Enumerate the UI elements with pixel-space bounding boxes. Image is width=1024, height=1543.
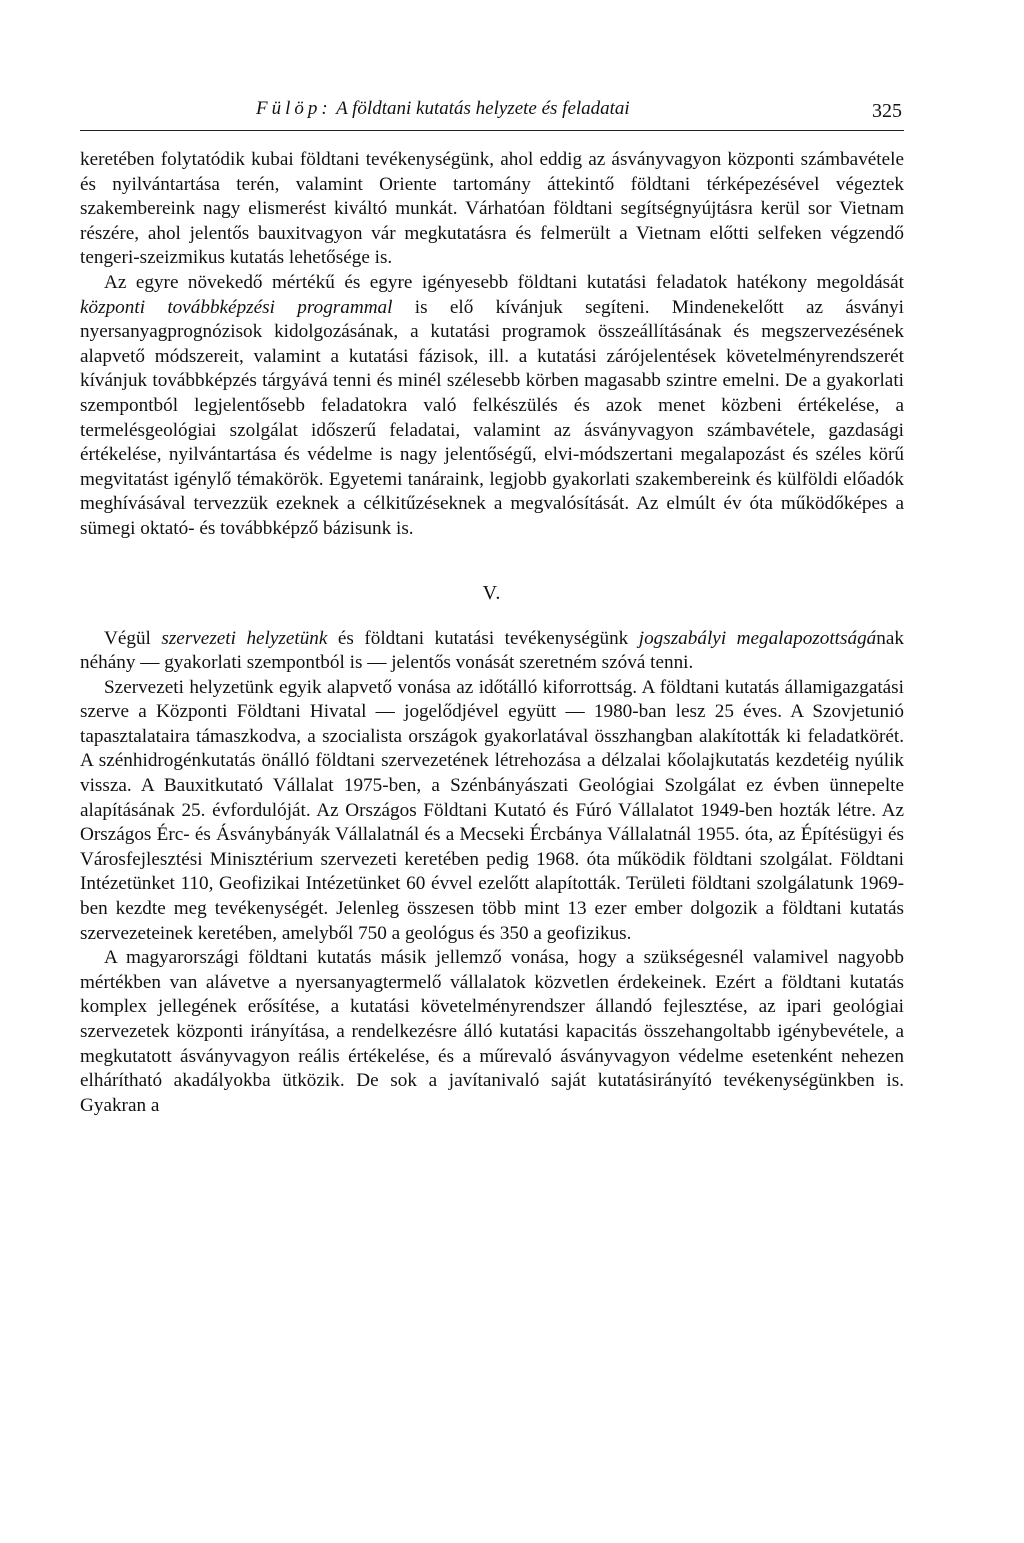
- paragraph-training: [80, 271, 904, 542]
- page-number: 325: [872, 100, 902, 122]
- paragraph-characteristics: A magyarországi földtani kutatás másik jellemző vonása, hogy a szükségesnél valamivel nagyobb mértékben van alávetve a nyersanyagtermelő vállalatok közvetlen érdekeinek. Ezért a földtani kutatás komplex jellegének erősítése, a kutatási követelményrendszer állandó fejlesztése, az ipari geológiai szervezetek központi irányítása, a rendelkezésre álló kutatási kapacitás összehangoltabb igénybevétele, a megkutatott ásványvagyon reális értékelése, és a műrevaló ásványvagyon védelme esetenként nehezen elhárítható akadályokba ütközik. De sok a javítanivaló saját kutatásirányító tevékenységünkben is. Gyakran a: [80, 947, 904, 1116]
- section-continuation: [80, 148, 904, 542]
- paragraph-intro: [80, 627, 904, 676]
- page: [80, 96, 904, 1118]
- running-head: [80, 96, 904, 131]
- emphasis-text: szervezeti helyzetünk: [161, 627, 328, 649]
- running-head-title: [256, 98, 630, 120]
- emphasis-text: központi továbbképzési programmal: [80, 296, 393, 318]
- paragraph-continued: keretében folytatódik kubai földtani tevékenységünk, ahol eddig az ásványvagyon központi számbavétele és nyilvántartása terén, valamint Oriente tartomány áttekintő földtani térképezésével végeztek szakembereink nagy elismerést kiváltó munkát. Várhatóan földtani segítségnyújtásra kerül sor Vietnam részére, ahol jelentős bauxitvagyon vár megkutatásra és felmerült a Vietnam előtti selfeken végzendő tengeri-szeizmikus kutatás lehetősége is.: [80, 149, 904, 269]
- paragraph-text: Az egyre növekedő mértékű és egyre igényesebb földtani kutatási feladatok hatékony megoldását: [104, 271, 904, 293]
- paragraph-text: és földtani kutatási tevékenységünk: [327, 627, 639, 649]
- running-head-author: Fülöp:: [256, 98, 332, 119]
- section-heading: V.: [482, 581, 502, 604]
- emphasis-text: jogszabályi megalapozottságá: [638, 627, 877, 649]
- paragraph-text: is elő kívánjuk segíteni. Mindenekelőtt az ásványi nyersanyagprognózisok kidolgozásának, a kutatási programok összeállításának és megszervezésének alapvető módszereit, valamint a kutatási fázisok, ill. a kutatási zárójelentések követelményrendszerét kívánjuk továbbképzés tárgyává tenni és minél szélesebb körben magasabb szintre emelni. De a gyakorlati szempontból legjelentősebb feladatokra való felkészülés és azok menet közbeni értékelése, a termelésgeológiai szolgálat időszerű feladatai, valamint az ásványvagyon számbavétele, gazdasági értékelése, nyilvántartása és védelme is nagy jelentőségű, elvi-módszertani megalapozást és széles körű megvitatást igénylő témakörök. Egyetemi tanáraink, legjobb gyakorlati szakembereink és külföldi előadók meghívásával tervezzük ezeknek a célkitűzéseknek a megvalósítását. Az elmúlt év óta működőképes a sümegi oktató- és továbbképző bázisunk is.: [80, 296, 904, 539]
- running-head-article-title: A földtani kutatás helyzete és feladatai: [336, 98, 630, 119]
- paragraph-organization: Szervezeti helyzetünk egyik alapvető vonása az időtálló kiforrottság. A földtani kutatás államigazgatási szerve a Központi Földtani Hivatal — jogelődjével együtt — 1980-ban lesz 25 éves. A Szovjetunió tapasztalataira támaszkodva, a szocialista országok gyakorlatával összhangban alakították ki feladatkörét. A szénhidrogénkutatás önálló földtani szervezetének létrehozása a délzalai kőolajkutatás kezdetéig nyúlik vissza. A Bauxitkutató Vállalat 1975-ben, a Szénbányászati Geológiai Szolgálat ez évben ünnepelte alapításának 25. évfordulóját. Az Országos Földtani Kutató és Fúró Vállalatot 1949-ben hozták létre. Az Országos Érc- és Ásványbányák Vállalatnál és a Mecseki Ércbánya Vállalatnál 1955. óta, az Építésügyi és Városfejlesztési Minisztérium szervezeti keretében pedig 1968. óta működik földtani szolgálat. Földtani Intézetünket 110, Geofizikai Intézetünket 60 évvel ezelőtt alapították. Területi földtani szolgálatunk 1969-ben kezdte meg tevékenységét. Jelenleg összesen több mint 13 ezer ember dolgozik a földtani kutatás szervezeteinek keretében, amelyből 750 a geológus és 350 a geofizikus.: [80, 676, 904, 944]
- paragraph-text: nak néhány — gyakorlati szempontból is — jelentős vonását szeretném szóvá tenni.: [80, 627, 904, 674]
- paragraph-text: Végül: [104, 627, 162, 649]
- section-five: [80, 627, 904, 1119]
